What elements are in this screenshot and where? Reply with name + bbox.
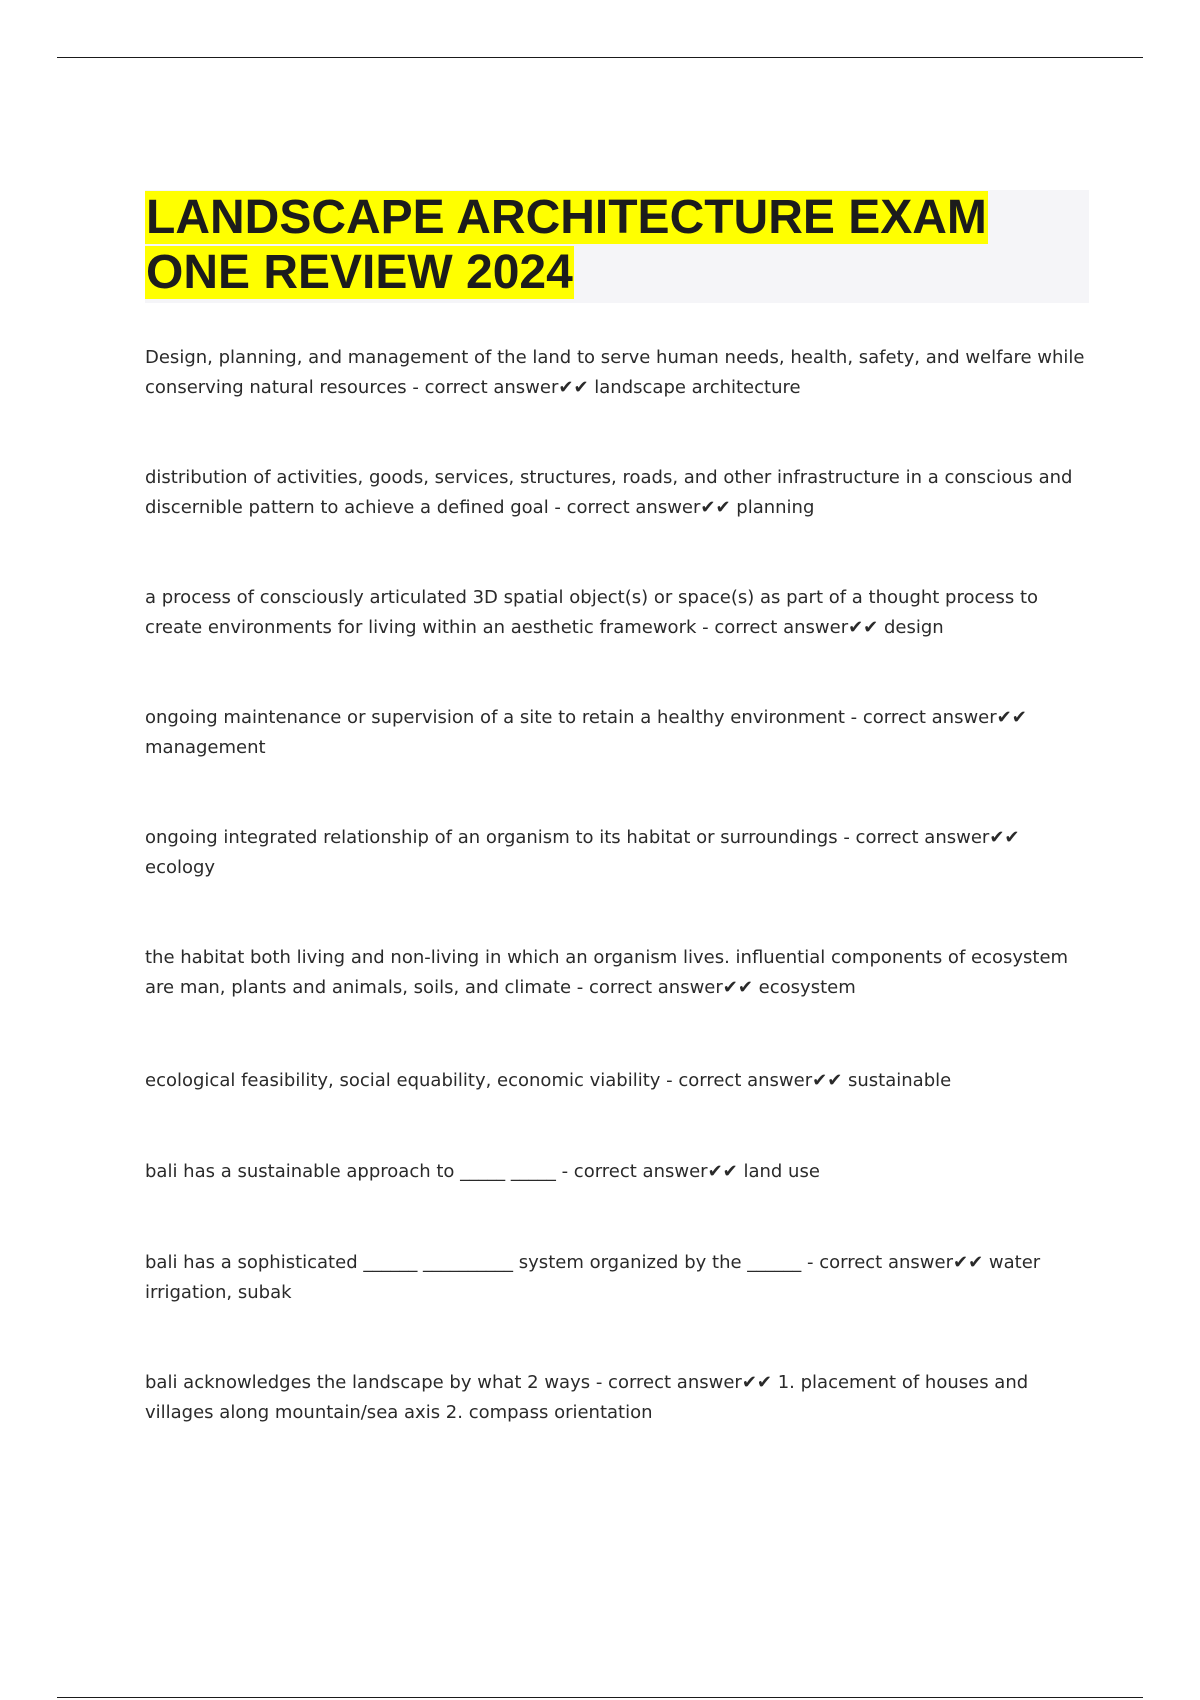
checkmark-icon: ✔✔ — [952, 1252, 984, 1273]
question-text: a process of consciously articulated 3D spatial object(s) or space(s) as part of a thought process to create environments for living within an aesthetic framework - correct answer — [145, 587, 1039, 638]
answer-text: planning — [730, 497, 815, 518]
title-line-1: LANDSCAPE ARCHITECTURE EXAM — [146, 191, 987, 244]
answer-text: management — [145, 737, 266, 758]
question-text: ongoing maintenance or supervision of a site to retain a healthy environment - correct answer — [145, 707, 997, 728]
question-text: distribution of activities, goods, services, structures, roads, and other infrastructure in a conscious and discernible pattern to achieve a defined goal - correct answer — [145, 467, 1073, 518]
checkmark-icon: ✔✔ — [707, 1161, 738, 1182]
title-line-2: ONE REVIEW 2024 — [146, 246, 573, 299]
question-text: ecological feasibility, social equability, economic viability - correct answer — [145, 1070, 813, 1091]
top-rule — [57, 57, 1143, 58]
qa-item — [145, 703, 1095, 763]
answer-text: ecology — [145, 857, 216, 878]
answer-text: design — [878, 617, 944, 638]
qa-item — [145, 1248, 1095, 1308]
question-text: bali has a sustainable approach to _____ _____ - correct answer — [145, 1161, 708, 1182]
checkmark-icon: ✔✔ — [989, 827, 1020, 848]
checkmark-icon: ✔✔ — [848, 617, 879, 638]
qa-item — [145, 1066, 1095, 1096]
checkmark-icon: ✔✔ — [741, 1372, 772, 1393]
question-text: bali has a sophisticated ______ __________ system organized by the ______ - correct answer — [145, 1252, 953, 1273]
answer-text: sustainable — [842, 1070, 952, 1091]
question-text: bali acknowledges the landscape by what 2 ways - correct answer — [145, 1372, 742, 1393]
qa-item — [145, 943, 1095, 1003]
checkmark-icon: ✔✔ — [700, 497, 731, 518]
qa-item — [145, 1157, 1095, 1187]
checkmark-icon: ✔✔ — [558, 377, 589, 398]
qa-item — [145, 823, 1095, 883]
checkmark-icon: ✔✔ — [812, 1070, 843, 1091]
answer-text: landscape architecture — [588, 377, 801, 398]
bottom-rule — [57, 1697, 1143, 1698]
qa-item — [145, 463, 1095, 523]
checkmark-icon: ✔✔ — [722, 977, 753, 998]
question-text: the habitat both living and non-living in which an organism lives. influential components of ecosystem are man, plants and animals, soils, and climate - correct answer — [145, 947, 1069, 998]
document-title — [145, 190, 1045, 300]
answer-text: land use — [737, 1161, 820, 1182]
question-text: Design, planning, and management of the land to serve human needs, health, safety, and welfare while conserving natural resources - correct answer — [145, 347, 1085, 398]
qa-item — [145, 1368, 1095, 1428]
answer-text: 1. placement of houses and villages along mountain/sea axis 2. compass orientation — [145, 1372, 1029, 1423]
answer-text: water irrigation, subak — [145, 1252, 1041, 1303]
question-text: ongoing integrated relationship of an organism to its habitat or surroundings - correct answer — [145, 827, 990, 848]
qa-item — [145, 583, 1095, 643]
answer-text: ecosystem — [752, 977, 856, 998]
qa-item — [145, 343, 1095, 403]
checkmark-icon: ✔✔ — [996, 707, 1027, 728]
